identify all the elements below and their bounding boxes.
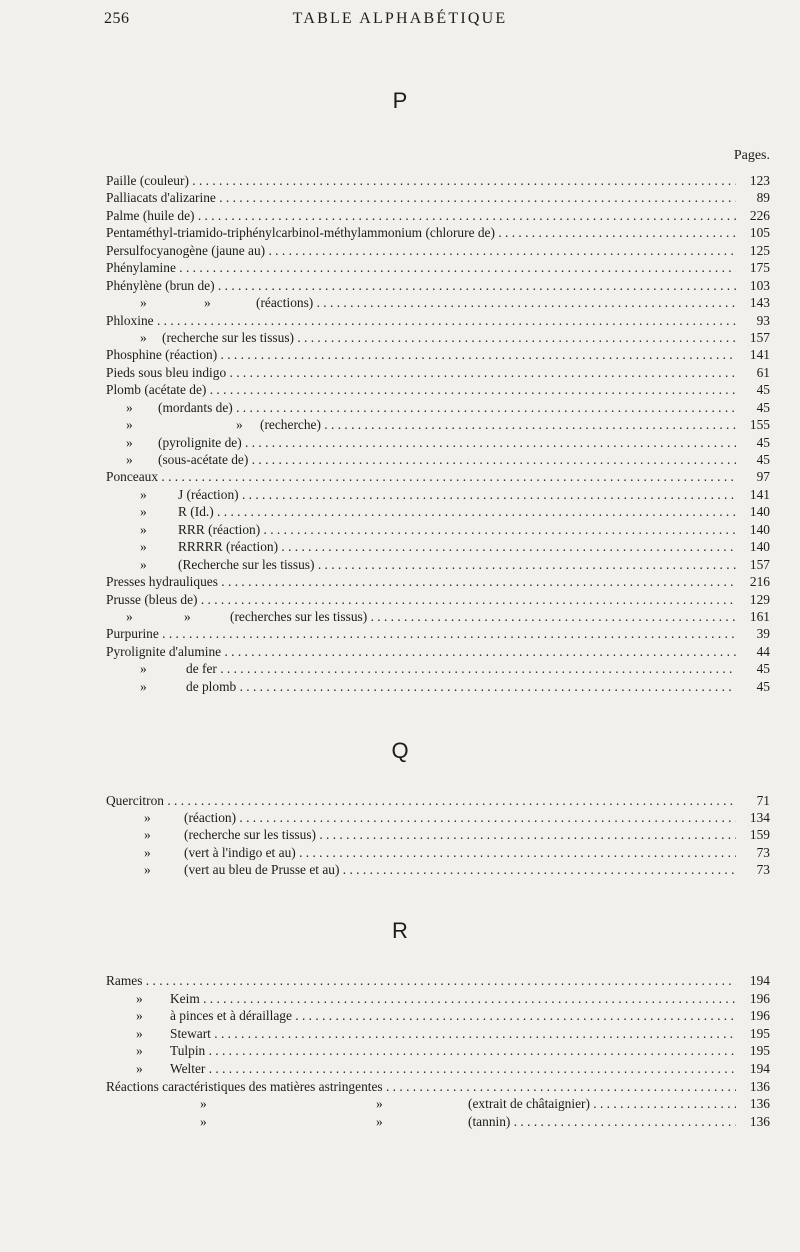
entry-text: [106, 556, 736, 573]
entry-term: (recherches sur les tissus) . . .: [230, 608, 736, 625]
entry-page-number: 157: [749, 329, 770, 345]
index-entry: [106, 207, 770, 224]
entry-text: [106, 486, 736, 503]
entry-term: Phosphine (réaction) . . .: [106, 346, 736, 363]
entry-term: (mordants de) . . .: [158, 399, 736, 416]
ditto-mark: »: [236, 417, 243, 433]
entry-text: [106, 660, 736, 677]
entry-page-number: 226: [749, 207, 770, 223]
entry-text: [106, 1095, 736, 1113]
ditto-mark: »: [126, 434, 133, 450]
entry-text: [106, 224, 736, 241]
entry-term: Prusse (bleus de) . . .: [106, 591, 736, 608]
index-entry: [106, 1078, 770, 1096]
index-entry: [106, 826, 770, 843]
ditto-mark: »: [126, 608, 133, 624]
ditto-mark: »: [126, 452, 133, 467]
index-entry: [106, 678, 770, 695]
entry-text: [106, 826, 736, 843]
entry-page-number: 143: [749, 295, 770, 311]
ditto-mark: »: [144, 861, 151, 877]
index-entry: [106, 486, 770, 503]
entry-text: [106, 625, 736, 642]
ditto-mark: »: [184, 608, 191, 624]
entry-text: [106, 416, 736, 433]
pages-column-label: Pages.: [733, 148, 770, 163]
ditto-mark: »: [140, 329, 147, 345]
entry-page-number: 45: [756, 382, 770, 398]
index-entry: [106, 972, 770, 990]
index-entry: [106, 1042, 770, 1060]
ditto-mark: »: [136, 1025, 143, 1041]
index-entry: [106, 329, 770, 346]
entry-page-number: 155: [749, 417, 770, 433]
entry-text: [106, 277, 736, 294]
index-entry: [106, 346, 770, 363]
entry-text: [106, 399, 736, 416]
index-entry: [106, 172, 770, 189]
entry-text: [106, 451, 736, 468]
entry-page-number: 194: [749, 1060, 770, 1076]
entry-term: (tannin) . . .: [468, 1113, 736, 1131]
entry-term: (recherche) . . .: [260, 416, 736, 433]
entry-term: Stewart . . .: [170, 1025, 736, 1043]
entry-page-number: 45: [756, 661, 770, 677]
index-entry: [106, 294, 770, 311]
ditto-mark: »: [126, 417, 133, 433]
index-entry: [106, 451, 770, 468]
ditto-mark: »: [140, 504, 147, 520]
entry-term: (pyrolignite de) . . .: [158, 434, 736, 451]
entry-page-number: 105: [749, 225, 770, 241]
index-entry: [106, 521, 770, 538]
index-entry: [106, 809, 770, 826]
entry-text: [106, 242, 736, 259]
entry-term: Quercitron . . .: [106, 792, 736, 809]
index-entry: [106, 1007, 770, 1025]
index-entry: [106, 844, 770, 861]
entry-page-number: 161: [749, 608, 770, 624]
section-q-entries: [106, 792, 770, 878]
entry-text: [106, 381, 736, 398]
index-entry: [106, 399, 770, 416]
index-entry: [106, 1113, 770, 1131]
entry-page-number: 39: [756, 626, 770, 642]
ditto-mark: »: [140, 295, 147, 311]
entry-text: [106, 678, 736, 695]
entry-page-number: 140: [749, 521, 770, 537]
entry-text: [106, 972, 736, 990]
entry-term: RRRRR (réaction) . . .: [178, 538, 736, 555]
ditto-mark: »: [200, 1113, 207, 1129]
entry-text: [106, 294, 736, 311]
entry-page-number: 140: [749, 539, 770, 555]
entry-term: Pieds sous bleu indigo . . .: [106, 364, 736, 381]
entry-text: [106, 538, 736, 555]
entry-term: à pinces et à déraillage . . .: [170, 1007, 736, 1025]
ditto-mark: »: [144, 827, 151, 843]
ditto-mark: »: [140, 521, 147, 537]
index-entry: [106, 608, 770, 625]
entry-page-number: 125: [749, 242, 770, 258]
entry-term: R (Id.) . . .: [178, 503, 736, 520]
index-entry: [106, 224, 770, 241]
entry-term: (recherche sur les tissus) . . .: [162, 329, 736, 346]
entry-text: [106, 259, 736, 276]
entry-page-number: 136: [749, 1096, 770, 1112]
entry-term: RRR (réaction) . . .: [178, 521, 736, 538]
entry-term: Purpurine . . .: [106, 625, 736, 642]
entry-text: [106, 591, 736, 608]
entry-text: [106, 468, 736, 485]
entry-term: (réaction) . . .: [184, 809, 736, 826]
entry-text: [106, 861, 736, 878]
entry-text: [106, 573, 736, 590]
entry-page-number: 97: [756, 469, 770, 485]
index-entry: [106, 381, 770, 398]
entry-term: (vert au bleu de Prusse et au) . . .: [184, 861, 736, 878]
entry-page-number: 157: [749, 556, 770, 572]
index-entry: [106, 1060, 770, 1078]
entry-page-number: 71: [756, 793, 770, 808]
entry-page-number: 103: [749, 277, 770, 293]
index-entry: [106, 416, 770, 433]
entry-term: Presses hydrauliques . . .: [106, 573, 736, 590]
index-entry: [106, 591, 770, 608]
index-entry: [106, 242, 770, 259]
entry-term: (vert à l'indigo et au) . . .: [184, 844, 736, 861]
index-entry: [106, 861, 770, 878]
entry-page-number: 216: [749, 574, 770, 590]
entry-term: Ponceaux . . .: [106, 468, 736, 485]
page-header: [0, 10, 800, 32]
index-entry: [106, 792, 770, 809]
entry-page-number: 175: [749, 260, 770, 276]
ditto-mark: »: [136, 1060, 143, 1076]
entry-term: (extrait de châtaignier) . . .: [468, 1095, 736, 1113]
entry-page-number: 45: [756, 434, 770, 450]
entry-text: [106, 792, 736, 809]
entry-term: Tulpin . . .: [170, 1042, 736, 1060]
ditto-mark: »: [140, 486, 147, 502]
entry-text: [106, 346, 736, 363]
ditto-mark: »: [376, 1096, 383, 1112]
entry-page-number: 195: [749, 1025, 770, 1041]
entry-text: [106, 329, 736, 346]
entry-term: de plomb . . .: [186, 678, 736, 695]
entry-page-number: 196: [749, 990, 770, 1006]
entry-page-number: 89: [756, 190, 770, 206]
ditto-mark: »: [144, 810, 151, 826]
entry-page-number: 136: [749, 1113, 770, 1129]
index-entry: [106, 503, 770, 520]
ditto-mark: »: [144, 844, 151, 860]
entry-term: Palme (huile de) . . .: [106, 207, 736, 224]
entry-term: (recherche sur les tissus) . . .: [184, 826, 736, 843]
entry-text: [106, 1025, 736, 1043]
index-entry: [106, 259, 770, 276]
entry-page-number: 73: [756, 861, 770, 877]
entry-page-number: 195: [749, 1043, 770, 1059]
ditto-mark: »: [140, 678, 147, 694]
entry-page-number: 93: [756, 312, 770, 328]
section-letter-q: Q: [391, 738, 409, 763]
entry-term: Phénylamine . . .: [106, 259, 736, 276]
entry-page-number: 45: [756, 399, 770, 415]
entry-page-number: 136: [749, 1078, 770, 1094]
entry-term: Palliacats d'alizarine . . .: [106, 189, 736, 206]
entry-term: Plomb (acétate de) . . .: [106, 381, 736, 398]
entry-page-number: 73: [756, 844, 770, 860]
entry-page-number: 123: [749, 173, 770, 188]
index-entry: [106, 573, 770, 590]
entry-term: Paille (couleur) . . .: [106, 172, 736, 189]
entry-page-number: 61: [756, 364, 770, 380]
entry-text: [106, 1007, 736, 1025]
entry-text: [106, 172, 736, 189]
section-r-entries: [106, 972, 770, 1130]
index-entry: [106, 364, 770, 381]
entry-term: (réactions) . . .: [256, 294, 736, 311]
entry-term: de fer . . .: [186, 660, 736, 677]
section-letter-r: R: [392, 918, 408, 943]
entry-term: Pentaméthyl-triamido-triphénylcarbinol-méthylammonium (chlorure de) . . .: [106, 224, 736, 241]
entry-text: [106, 643, 736, 660]
section-letter-p: P: [392, 88, 408, 113]
entry-text: [106, 1113, 736, 1131]
entry-term: Phénylène (brun de) . . .: [106, 277, 736, 294]
index-entry: [106, 312, 770, 329]
entry-term: J (réaction) . . .: [178, 486, 736, 503]
ditto-mark: »: [204, 295, 211, 311]
entry-term: Réactions caractéristiques des matières astringentes . . .: [106, 1078, 736, 1096]
entry-page-number: 196: [749, 1008, 770, 1024]
entry-text: [106, 434, 736, 451]
index-entry: [106, 277, 770, 294]
entry-page-number: 141: [749, 347, 770, 363]
ditto-mark: »: [136, 1043, 143, 1059]
ditto-mark: »: [126, 399, 133, 415]
ditto-mark: »: [140, 661, 147, 677]
entry-page-number: 44: [756, 643, 770, 659]
index-entry: [106, 625, 770, 642]
entry-term: (Recherche sur les tissus) . . .: [178, 556, 736, 573]
ditto-mark: »: [140, 539, 147, 555]
entry-text: [106, 364, 736, 381]
running-title: TABLE ALPHABÉTIQUE: [292, 10, 508, 27]
entry-text: [106, 207, 736, 224]
index-entry: [106, 538, 770, 555]
entry-term: Keim . . .: [170, 990, 736, 1008]
ditto-mark: »: [136, 990, 143, 1006]
entry-text: [106, 844, 736, 861]
entry-text: [106, 503, 736, 520]
ditto-mark: »: [140, 556, 147, 572]
index-entry: [106, 434, 770, 451]
index-entry: [106, 660, 770, 677]
entry-text: [106, 608, 736, 625]
entry-text: [106, 809, 736, 826]
entry-page-number: 45: [756, 452, 770, 467]
entry-term: Phloxine . . .: [106, 312, 736, 329]
ditto-mark: »: [200, 1096, 207, 1112]
entry-page-number: 129: [749, 591, 770, 607]
entry-page-number: 194: [749, 973, 770, 988]
index-entry: [106, 643, 770, 660]
entry-term: Welter . . .: [170, 1060, 736, 1078]
index-entry: [106, 990, 770, 1008]
entry-page-number: 134: [749, 810, 770, 826]
entry-page-number: 159: [749, 827, 770, 843]
index-entry: [106, 189, 770, 206]
entry-page-number: 45: [756, 678, 770, 694]
entry-text: [106, 1078, 736, 1096]
ditto-mark: »: [136, 1008, 143, 1024]
entry-term: Rames . . .: [106, 972, 736, 990]
entry-page-number: 140: [749, 504, 770, 520]
entry-term: (sous-acétate de) . . .: [158, 451, 736, 468]
index-entry: [106, 1095, 770, 1113]
entry-term: Persulfocyanogène (jaune au) . . .: [106, 242, 736, 259]
page-number: 256: [104, 10, 130, 27]
entry-text: [106, 990, 736, 1008]
index-entry: [106, 468, 770, 485]
entry-page-number: 141: [749, 486, 770, 502]
entry-text: [106, 1042, 736, 1060]
entry-text: [106, 521, 736, 538]
ditto-mark: »: [376, 1113, 383, 1129]
entry-text: [106, 1060, 736, 1078]
section-p-entries: [106, 172, 770, 695]
entry-term: Pyrolignite d'alumine . . .: [106, 643, 736, 660]
index-entry: [106, 1025, 770, 1043]
entry-text: [106, 189, 736, 206]
index-entry: [106, 556, 770, 573]
entry-text: [106, 312, 736, 329]
